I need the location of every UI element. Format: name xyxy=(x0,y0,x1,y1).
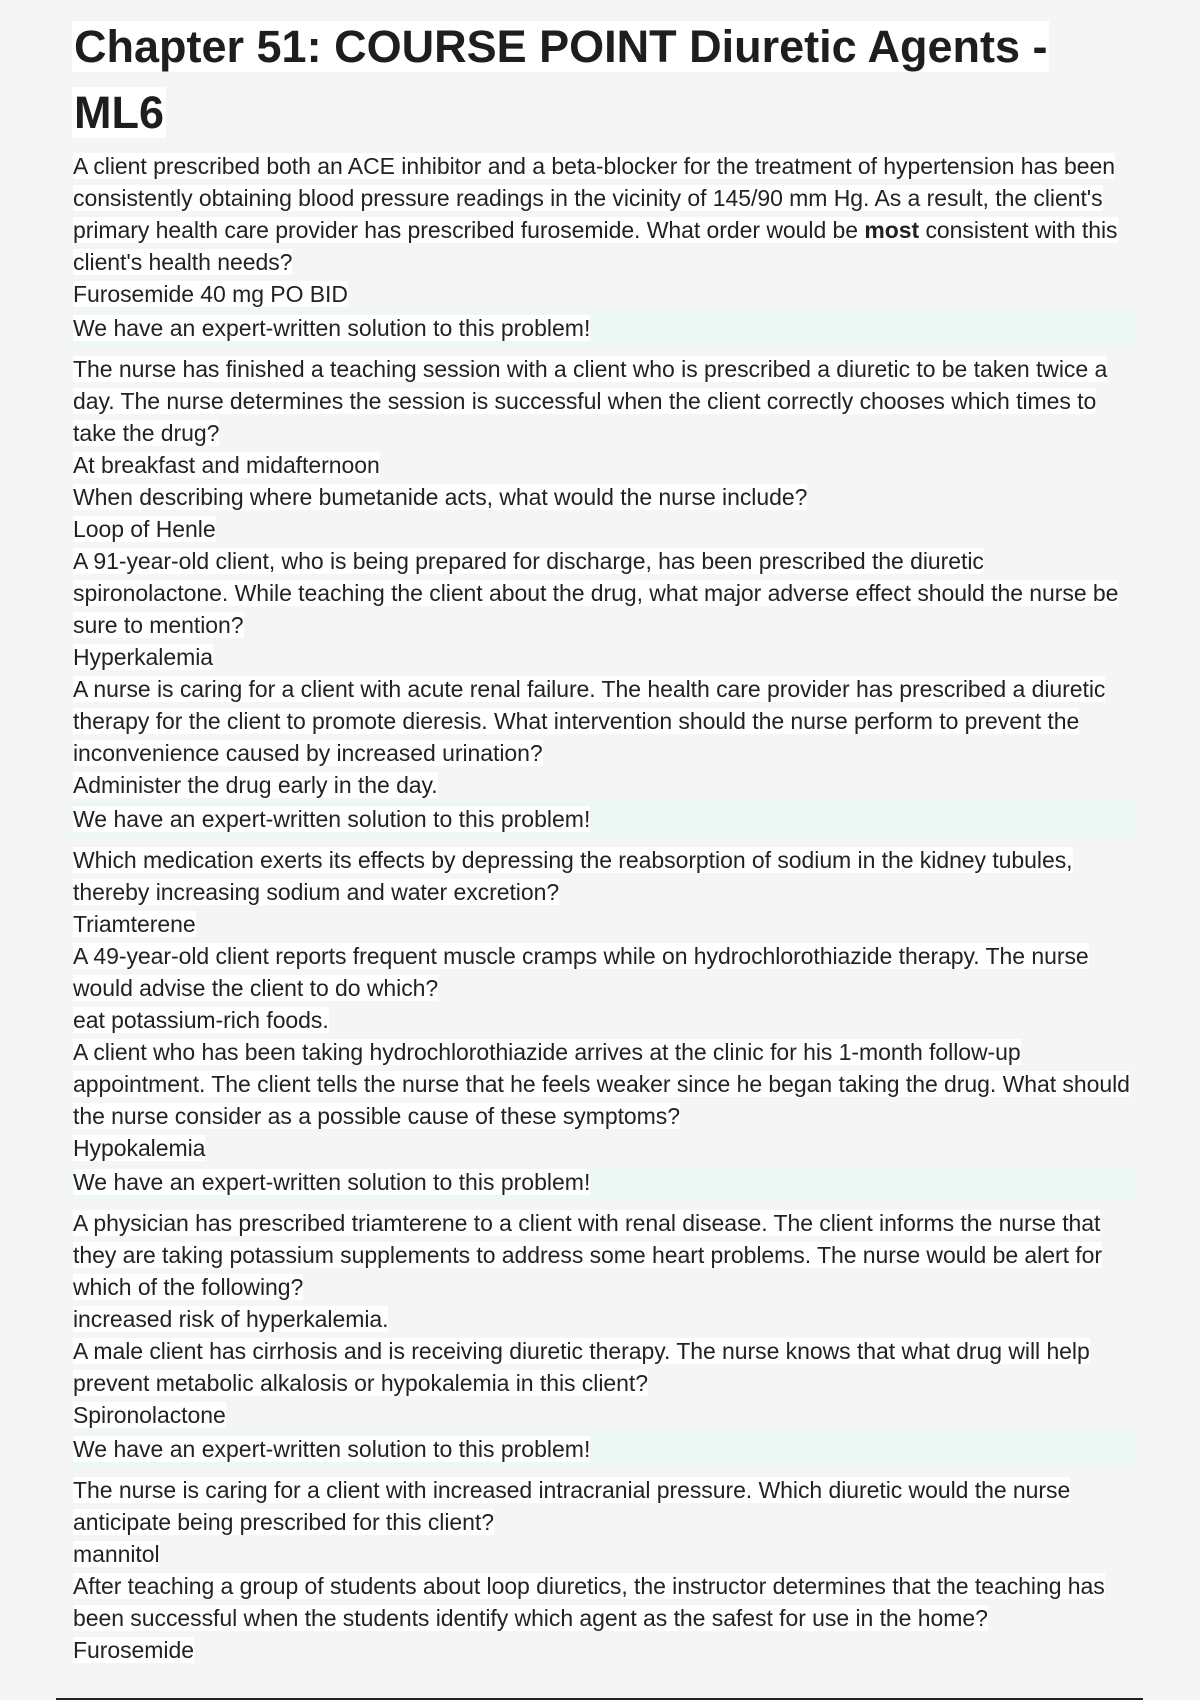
page-title-text: Chapter 51: COURSE POINT Diuretic Agents - ML6 xyxy=(74,21,1048,138)
flashcard-8 xyxy=(73,1036,1133,1200)
question-5: A nurse is caring for a client with acute renal failure. The health care provider has prescribed a diuretic therapy for the client to promote dieresis. What intervention should the nurse perform to prevent the inconvenience caused by increased urination? xyxy=(73,676,1106,766)
question-1 xyxy=(73,150,1133,278)
answer-1: Furosemide 40 mg PO BID xyxy=(73,281,348,307)
question-7: A 49-year-old client reports frequent muscle cramps while on hydrochlorothiazide therapy. The nurse would advise the client to do which? xyxy=(73,943,1089,1001)
question-1-emphasis: most xyxy=(864,217,920,243)
answer-4: Hyperkalemia xyxy=(73,644,214,670)
answer-7: eat potassium-rich foods. xyxy=(73,1007,329,1033)
solution-note-1[interactable]: We have an expert-written solution to this problem! xyxy=(71,311,1135,346)
answer-5: Administer the drug early in the day. xyxy=(73,772,438,798)
solution-note-5[interactable]: We have an expert-written solution to this problem! xyxy=(71,802,1135,837)
question-2: The nurse has finished a teaching session with a client who is prescribed a diuretic to be taken twice a day. The nurse determines the session is successful when the client correctly chooses which times to take the drug? xyxy=(73,356,1108,446)
question-3: When describing where bumetanide acts, what would the nurse include? xyxy=(73,484,808,510)
question-6: Which medication exerts its effects by depressing the reabsorption of sodium in the kidney tubules, thereby increasing sodium and water excretion? xyxy=(73,847,1073,905)
flashcard-4 xyxy=(73,545,1133,673)
flashcard-list xyxy=(73,150,1133,1666)
question-4: A 91-year-old client, who is being prepared for discharge, has been prescribed the diuretic spironolactone. While teaching the client about the drug, what major adverse effect should the nurse be sure to mention? xyxy=(73,548,1119,638)
flashcard-1 xyxy=(73,150,1133,346)
answer-8: Hypokalemia xyxy=(73,1135,206,1161)
flashcard-7 xyxy=(73,940,1133,1036)
flashcard-10 xyxy=(73,1335,1133,1467)
answer-6: Triamterene xyxy=(73,911,196,937)
flashcard-9 xyxy=(73,1207,1133,1335)
answer-3: Loop of Henle xyxy=(73,516,216,542)
flashcard-3 xyxy=(73,481,1133,545)
question-8: A client who has been taking hydrochlorothiazide arrives at the clinic for his 1-month follow-up appointment. The client tells the nurse that he feels weaker since he began taking the drug. What should the nurse consider as a possible cause of these symptoms? xyxy=(73,1039,1130,1129)
question-9: A physician has prescribed triamterene to a client with renal disease. The client informs the nurse that they are taking potassium supplements to address some heart problems. The nurse would be alert for which of the following? xyxy=(73,1210,1102,1300)
question-1-text: A client prescribed both an ACE inhibitor and a beta-blocker for the treatment of hypertension has been consistently obtaining blood pressure readings in the vicinity of 145/90 mm Hg. As a result, the client's primary health care provider has prescribed furosemide. What order would be xyxy=(73,153,1115,243)
question-12: After teaching a group of students about loop diuretics, the instructor determines that the teaching has been successful when the students identify which agent as the safest for use in the home? xyxy=(73,1573,1105,1631)
solution-note-8[interactable]: We have an expert-written solution to this problem! xyxy=(71,1165,1135,1200)
flashcard-12 xyxy=(73,1570,1133,1666)
flashcard-2 xyxy=(73,353,1133,481)
answer-9: increased risk of hyperkalemia. xyxy=(73,1306,389,1332)
answer-12: Furosemide xyxy=(73,1637,194,1663)
question-11: The nurse is caring for a client with increased intracranial pressure. Which diuretic would the nurse anticipate being prescribed for this client? xyxy=(73,1477,1071,1535)
flashcard-5 xyxy=(73,673,1133,837)
solution-note-10[interactable]: We have an expert-written solution to this problem! xyxy=(71,1432,1135,1467)
flashcard-11 xyxy=(73,1474,1133,1570)
page-title xyxy=(72,14,1132,146)
answer-2: At breakfast and midafternoon xyxy=(73,452,380,478)
answer-11: mannitol xyxy=(73,1541,160,1567)
flashcard-6 xyxy=(73,844,1133,940)
answer-10: Spironolactone xyxy=(73,1402,226,1428)
question-10: A male client has cirrhosis and is receiving diuretic therapy. The nurse knows that what drug will help prevent metabolic alkalosis or hypokalemia in this client? xyxy=(73,1338,1090,1396)
question-1-text-end: consistent with this client's health needs? xyxy=(73,217,1118,275)
